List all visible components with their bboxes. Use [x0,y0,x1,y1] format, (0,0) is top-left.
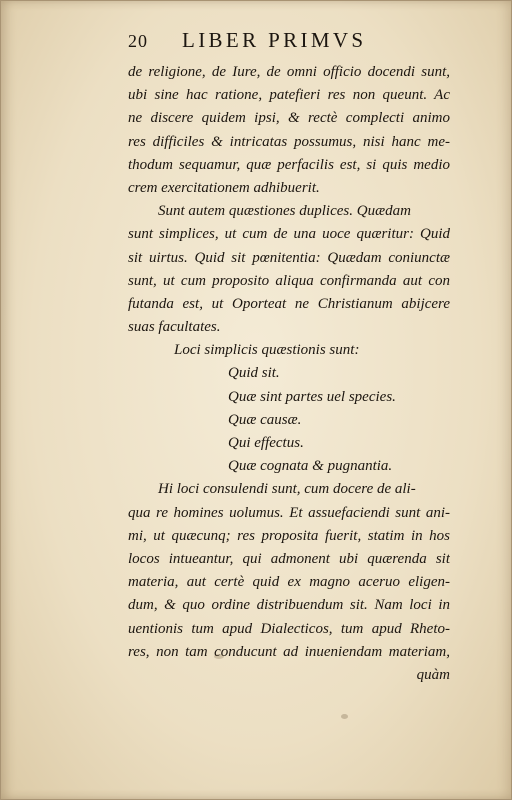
text-line: thodum sequamur, quæ perfacilis est, si quis medio [128,156,450,173]
text-line: Quid sit. [228,365,280,382]
text-line: ne discere quidem ipsi, & rectè complecti animo [128,110,450,127]
text-line: sunt simplices, ut cum de una uoce quæritur: Quid [128,226,450,243]
text-line: mi, ut quæcunq; res proposita fuerit, statim in hos [128,527,450,544]
text-line: Hi loci consulendi sunt, cum docere de ali- [158,481,416,498]
page-number: 20 [128,31,148,51]
text-line: sunt, ut cum proposito aliqua confirmanda aut con [128,272,450,289]
text-line: res difficiles & intricatas possumus, nisi hanc me- [128,133,450,150]
text-line: futanda est, ut Oporteat ne Christianum abijcere [128,295,450,312]
text-line: crem exercitationem adhibuerit. [128,179,320,196]
text-line: res, non tam conducunt ad inueniendam materiam, [128,643,450,660]
paper-stain [341,714,348,719]
text-line: suas facultates. [128,319,221,336]
running-head: LIBER PRIMVS [182,28,367,52]
text-line: materia, aut certè quid ex magno aceruo eligen- [128,574,450,591]
text-line: qua re homines uolumus. Et assuefaciendi sunt ani- [128,504,450,521]
text-line: de religione, de Iure, de omni officio docendi sunt, [128,64,450,80]
text-line: sit uirtus. Quid sit pœnitentia: Quædam coniunctæ [128,249,450,266]
text-line: Qui effectus. [228,435,304,451]
text-line: dum, & quo ordine distribuendum sit. Nam loci in [128,597,450,614]
body-text [128,61,450,687]
text-line: Quæ sint partes uel species. [228,388,396,405]
text-line: ubi sine hac ratione, patefieri res non queunt. Ac [128,87,450,104]
page-header [128,28,366,58]
text-line: Quæ causæ. [228,411,302,428]
catchword: quàm [416,666,450,683]
text-line: Sunt autem quæstiones duplices. Quædam [158,203,411,220]
text-line: Quæ cognata & pugnantia. [228,458,393,475]
text-line: Loci simplicis quæstionis sunt: [174,342,360,359]
text-line: uentionis tum apud Dialecticos, tum apud Rheto- [128,620,450,637]
text-line: locos intueantur, qui admonent ubi quærenda sit [128,550,450,567]
